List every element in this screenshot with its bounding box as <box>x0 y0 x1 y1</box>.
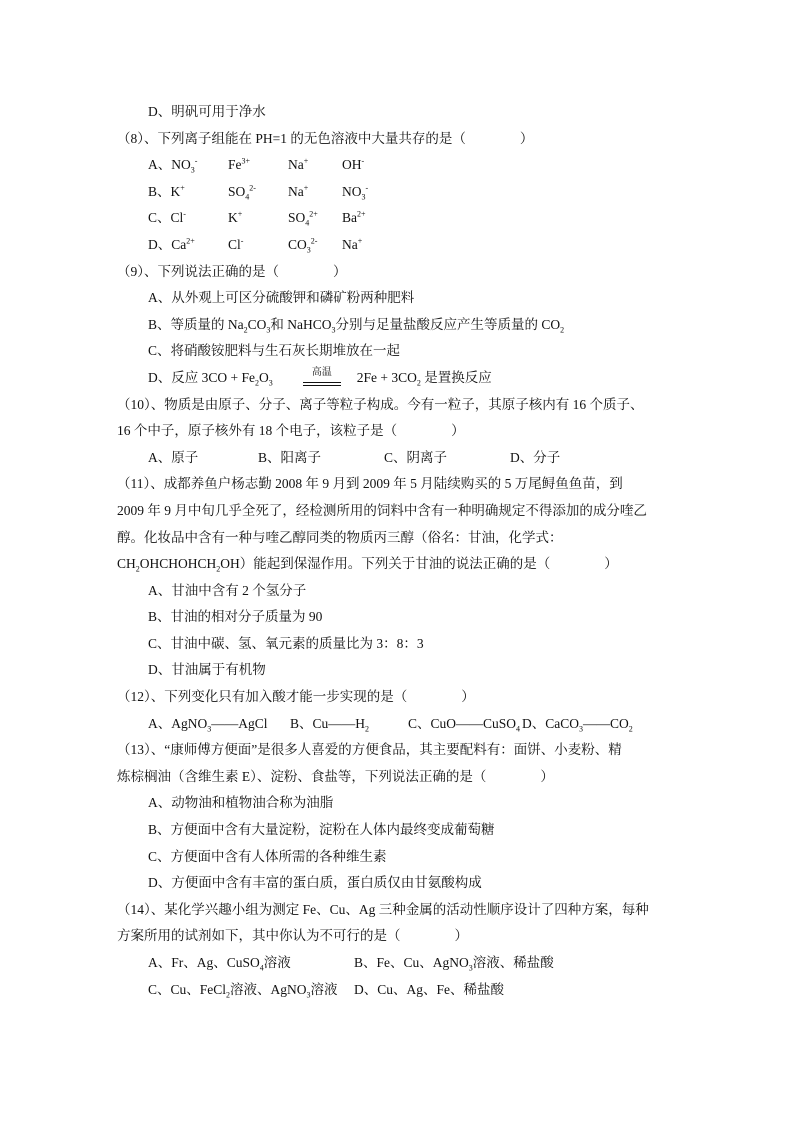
text-run: （10）、物质是由原子、分子、离子等粒子构成。今有一粒子，其原子核内有 16 个质子、 <box>117 396 644 412</box>
q9-option-c <box>0 338 795 365</box>
subscript: 4 <box>259 963 264 973</box>
option-item <box>148 445 258 472</box>
question-13 <box>0 737 795 764</box>
text-run: D、分子 <box>510 449 561 465</box>
subscript: 3 <box>190 165 195 175</box>
option-item <box>384 445 510 472</box>
q11-option-a <box>0 578 795 605</box>
text-run: （12）、下列变化只有加入酸才能一步实现的是（ ） <box>117 689 475 705</box>
subscript: 3 <box>266 325 271 335</box>
text-run: C、Cl <box>148 210 184 226</box>
q9-option-d <box>0 365 795 392</box>
text-run: OHCHOHCH <box>139 556 217 572</box>
text-run: C、甘油中碳、氢、氧元素的质量比为 3：8：3 <box>148 635 424 651</box>
text-run: A、AgNO <box>148 715 208 731</box>
superscript: + <box>303 183 309 193</box>
text-run: 和 NaHCO <box>270 316 332 332</box>
text-run: D、方便面中含有丰富的蛋白质，蛋白质仅由甘氨酸构成 <box>148 875 482 891</box>
text-run: C、方便面中含有人体所需的各种维生素 <box>148 848 387 864</box>
text-run: D、Ca <box>148 236 187 252</box>
text-run: 是置换反应 <box>420 369 492 385</box>
text-run: D、CaCO <box>522 715 579 731</box>
text-run: Na <box>342 236 358 252</box>
subscript: 3 <box>331 325 336 335</box>
option-item <box>228 205 288 232</box>
subscript: 2 <box>255 378 259 388</box>
option-item <box>354 977 504 1004</box>
subscript: 2 <box>216 564 221 574</box>
text-run: （8）、下列离子组能在 PH=1 的无色溶液中大量共存的是（ ） <box>117 130 534 146</box>
text-run: B、方便面中含有大量淀粉，淀粉在人体内最终变成葡萄糖 <box>148 822 495 838</box>
text-run: （14）、某化学兴趣小组为测定 Fe、Cu、Ag 三种金属的活动性顺序设计了四种方案，每种 <box>117 901 649 917</box>
option-item <box>290 711 408 738</box>
text-run: SO <box>228 183 246 199</box>
text-run: 炼棕榈油（含维生素 E）、淀粉、食盐等，下列说法正确的是（ ） <box>117 768 554 784</box>
q8-option-c <box>0 205 795 232</box>
q11-option-d <box>0 657 795 684</box>
text-run: Na <box>288 183 304 199</box>
text-run: C、将硝酸铵肥料与生石灰长期堆放在一起 <box>148 343 401 359</box>
q8-option-a <box>0 152 795 179</box>
superscript: + <box>357 236 363 246</box>
subscript: 2 <box>135 564 140 574</box>
subscript: 2 <box>243 325 248 335</box>
text-run: NO <box>342 183 362 199</box>
option-item <box>342 205 366 232</box>
q13-option-b <box>0 817 795 844</box>
text-run: A、NO <box>148 157 191 173</box>
subscript: 2 <box>365 724 370 734</box>
question-8 <box>0 126 795 153</box>
subscript: 3 <box>306 990 311 1000</box>
q9-option-a <box>0 285 795 312</box>
text-run: 溶液、稀盐酸 <box>472 955 554 970</box>
text-run: D、Cu、Ag、Fe、稀盐酸 <box>354 981 505 997</box>
text-run: 溶液 <box>310 981 338 997</box>
text-run: B、等质量的 Na <box>148 316 244 332</box>
subscript: 3 <box>468 963 473 973</box>
q9-option-b <box>0 312 795 339</box>
option-item <box>148 205 228 232</box>
text-run: C、阴离子 <box>384 449 448 465</box>
option-item <box>148 152 228 179</box>
question-14 <box>0 897 795 924</box>
q8-option-d <box>0 232 795 259</box>
superscript: 3+ <box>241 156 251 166</box>
question-11 <box>0 471 795 498</box>
option-item <box>228 232 288 259</box>
superscript: + <box>180 183 185 193</box>
q8-option-b <box>0 179 795 206</box>
text-run: OH <box>342 157 362 173</box>
superscript: - <box>365 183 369 193</box>
option-item <box>288 205 342 232</box>
text-run: Na <box>288 157 304 173</box>
option-item <box>148 232 228 259</box>
option-item <box>522 711 633 738</box>
text-run: B、Cu——H <box>290 715 366 731</box>
text-run: A、Fr、Ag、CuSO <box>148 955 260 970</box>
option-item <box>288 179 342 206</box>
superscript: 2+ <box>186 236 195 246</box>
text-run: 溶液、AgNO <box>230 981 307 997</box>
option-item <box>148 179 228 206</box>
q14-options-ab <box>0 950 795 977</box>
text-run: ——CO <box>583 715 629 731</box>
text-run: Cl <box>228 236 241 252</box>
question-12 <box>0 684 795 711</box>
text-run: （9）、下列说法正确的是（ ） <box>117 263 347 279</box>
option-item <box>258 445 384 472</box>
superscript: 2+ <box>357 209 366 219</box>
text-run: A、原子 <box>148 449 199 465</box>
option-item <box>354 950 554 977</box>
superscript: - <box>194 156 198 166</box>
superscript: + <box>303 156 309 166</box>
exam-page <box>0 99 795 1003</box>
option-item <box>288 232 342 259</box>
reaction-condition-equals: 高温 <box>299 365 345 381</box>
option-item <box>148 950 354 977</box>
text-run: 醇。化妆品中含有一种与喹乙醇同类的物质丙三醇（俗名：甘油，化学式： <box>117 529 563 545</box>
subscript: 2 <box>628 724 633 734</box>
option-item <box>288 152 342 179</box>
text-run: B、K <box>148 183 181 199</box>
option-item <box>342 232 362 259</box>
text-run: 2009 年 9 月中旬几乎全死了，经检测所用的饲料中含有一种明确规定不得添加的成分喹乙 <box>117 502 647 518</box>
question-10-cont <box>0 418 795 445</box>
q10-options <box>0 445 795 472</box>
text-run: D、甘油属于有机物 <box>148 662 266 678</box>
text-run: 分别与足量盐酸反应产生等质量的 CO <box>335 316 561 332</box>
subscript: 4 <box>516 724 521 734</box>
q11-option-c <box>0 631 795 658</box>
superscript: - <box>183 209 186 219</box>
subscript: 4 <box>305 219 310 229</box>
text-run: CO <box>247 316 267 332</box>
option-item <box>342 152 364 179</box>
text-run: O <box>259 369 269 385</box>
superscript: 2+ <box>309 209 318 219</box>
text-run: （13）、“康师傅方便面”是很多人喜爱的方便食品，其主要配料有：面饼、小麦粉、精 <box>117 742 622 758</box>
q13-option-a <box>0 790 795 817</box>
text-run: C、Cu、FeCl <box>148 981 227 997</box>
subscript: 3 <box>268 378 273 388</box>
text-run: K <box>228 210 238 226</box>
q13-option-d <box>0 870 795 897</box>
q14-options-cd <box>0 977 795 1004</box>
q7-option-d <box>0 99 795 126</box>
subscript: 2 <box>416 378 421 388</box>
option-item <box>148 711 290 738</box>
subscript: 3 <box>306 245 311 255</box>
superscript: - <box>361 156 365 166</box>
question-10 <box>0 392 795 419</box>
text-run: CO <box>288 236 307 252</box>
text-run: B、甘油的相对分子质量为 90 <box>148 609 323 625</box>
subscript: 4 <box>245 192 250 202</box>
text-run: CH <box>117 556 136 572</box>
option-item <box>408 711 522 738</box>
text-run: B、阳离子 <box>258 449 322 465</box>
text-run: B、Fe、Cu、AgNO <box>354 955 469 970</box>
text-run: C、CuO——CuSO <box>408 715 517 731</box>
q12-options <box>0 711 795 738</box>
question-11-cont-1 <box>0 498 795 525</box>
question-14-cont <box>0 923 795 950</box>
text-run: A、甘油中含有 2 个氢分子 <box>148 582 307 598</box>
option-item <box>510 445 560 472</box>
text-run: ——AgCl <box>211 715 268 731</box>
text-run: A、从外观上可区分硫酸钾和磷矿粉两种肥料 <box>148 290 415 306</box>
question-13-cont <box>0 764 795 791</box>
subscript: 3 <box>207 724 212 734</box>
q11-option-b <box>0 604 795 631</box>
option-item <box>228 179 288 206</box>
superscript: 2- <box>310 236 318 246</box>
text-run: 溶液 <box>263 955 291 970</box>
q13-option-c <box>0 844 795 871</box>
text-run: 方案所用的试剂如下，其中你认为不可行的是（ ） <box>117 928 468 944</box>
text-run: OH）能起到保湿作用。下列关于甘油的说法正确的是（ ） <box>220 556 618 572</box>
text-run: Fe <box>228 157 242 173</box>
text-run: D、明矾可用于净水 <box>148 104 266 119</box>
text-run: 2Fe + 3CO <box>356 369 417 385</box>
option-item <box>342 179 368 206</box>
subscript: 2 <box>226 990 231 1000</box>
text-run: A、动物油和植物油合称为油脂 <box>148 795 334 811</box>
text-run: D、反应 3CO + Fe <box>148 369 255 385</box>
option-item <box>148 977 354 1004</box>
subscript: 3 <box>361 192 366 202</box>
option-item <box>228 152 288 179</box>
text-run: Ba <box>342 210 357 226</box>
text-run: SO <box>288 210 306 226</box>
text-run: 16 个中子，原子核外有 18 个电子，该粒子是（ ） <box>117 423 465 439</box>
question-11-cont-3 <box>0 551 795 578</box>
superscript: 2- <box>249 183 256 193</box>
subscript: 3 <box>579 724 583 734</box>
superscript: - <box>240 236 244 246</box>
subscript: 2 <box>560 325 565 335</box>
text-run: （11）、成都养鱼户杨志勤 2008 年 9 月到 2009 年 5 月陆续购买的 5 万尾鲟鱼鱼苗，到 <box>117 476 623 492</box>
superscript: + <box>237 209 243 219</box>
question-9 <box>0 259 795 286</box>
question-11-cont-2 <box>0 525 795 552</box>
